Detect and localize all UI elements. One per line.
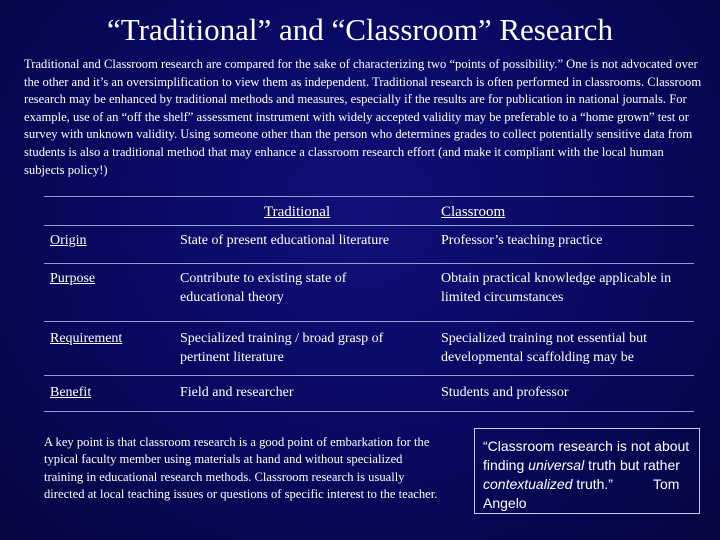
quote-emphasis-universal: universal [528, 457, 585, 473]
table-divider [44, 263, 694, 264]
table-divider [44, 225, 694, 226]
row-label-purpose: Purpose [50, 271, 96, 286]
quote-box [474, 428, 700, 514]
row-label-benefit: Benefit [50, 385, 92, 400]
requirement-traditional: Specialized training / broad grasp of pertinent literature [180, 331, 384, 365]
key-point-paragraph: A key point is that classroom research is a good point of embarkation for the typical faculty member using materials at hand and without specialized training in educational research methods. Classroom research is usually directed at local teaching issues or questions of specific interest to the teacher. [44, 435, 438, 502]
comparison-table [44, 196, 694, 412]
quote-text: truth but rather [584, 457, 680, 473]
origin-classroom: Professor’s teaching practice [441, 233, 603, 248]
requirement-classroom: Specialized training not essential but developmental scaffolding may be [441, 331, 648, 365]
origin-traditional: State of present educational literature [180, 233, 390, 248]
purpose-classroom: Obtain practical knowledge applicable in limited circumstances [441, 271, 672, 305]
quote-emphasis-contextualized: contextualized [483, 476, 573, 492]
benefit-classroom: Students and professor [441, 385, 569, 400]
table-divider [44, 321, 694, 322]
quote-text: “Classroom research is not about finding [483, 438, 690, 473]
column-header-classroom: Classroom [441, 204, 506, 220]
table-divider [44, 375, 694, 376]
row-label-requirement: Requirement [50, 331, 123, 346]
purpose-traditional: Contribute to existing state of educational theory [180, 271, 347, 305]
intro-paragraph: Traditional and Classroom research are compared for the sake of characterizing two “points of possibility.” One is not advocated over the other and it’s an oversimplification to view them as independent. Traditional research is often performed in classrooms. Classroom research may be enhanced by traditional methods and measures, especially if the results are for publication in national journals. For example, use of an “off the shelf” assessment instrument with widely accepted validity may be preferable to a “home grown” test or survey with unknown validity. Using someone other than the person who determines grades to collect potentially sensitive data from students is also a traditional method that may enhance a classroom research effort (and make it compliant with the local human subjects policy!) [24, 57, 702, 177]
quote-author: Tom Angelo [483, 476, 680, 511]
quote-text: truth.” [572, 476, 613, 492]
slide-title: “Traditional” and “Classroom” Research [107, 12, 613, 47]
column-header-traditional: Traditional [264, 204, 331, 220]
benefit-traditional: Field and researcher [180, 385, 294, 400]
row-label-origin: Origin [50, 233, 87, 248]
